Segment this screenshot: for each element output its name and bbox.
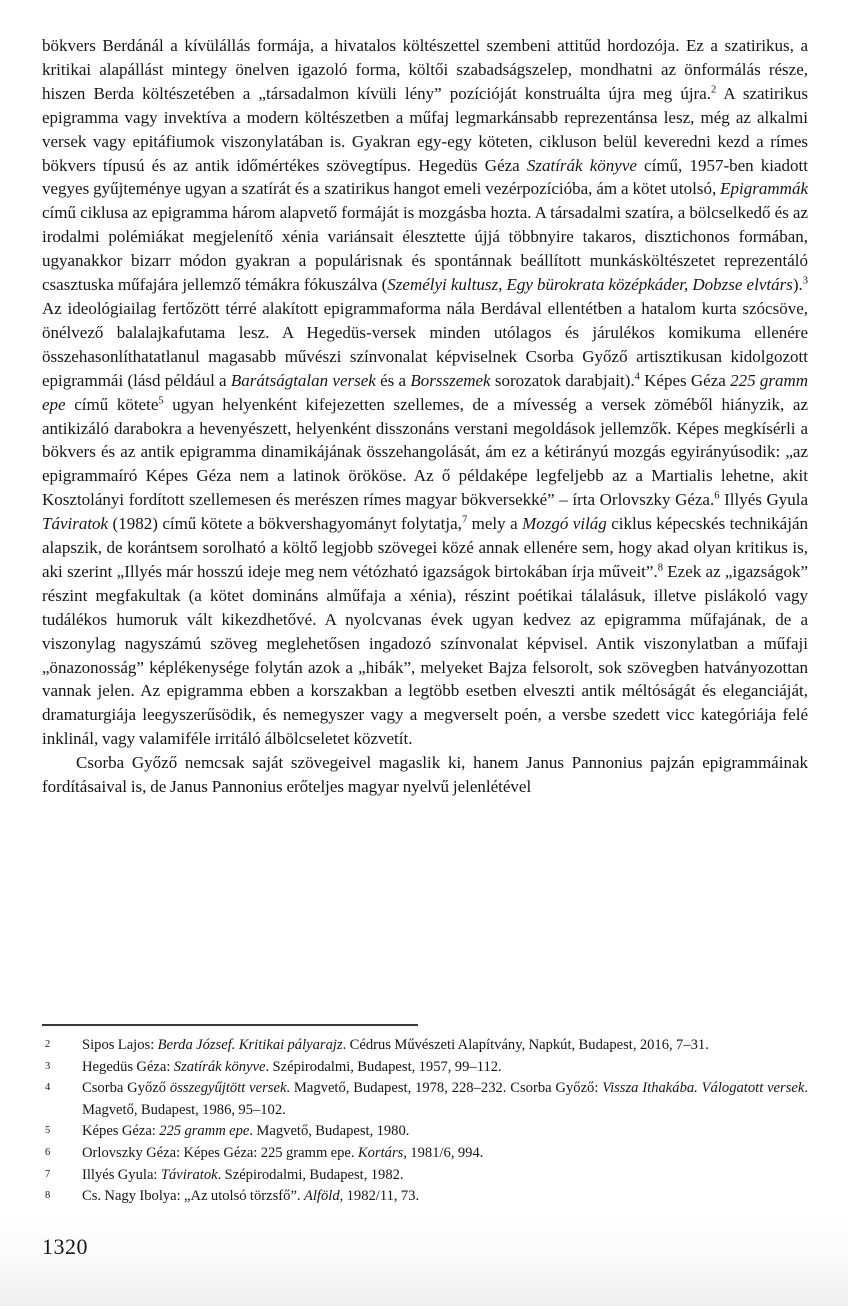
text-run: ciklus képecskés technikáján alapszik, de korántsem sorolható a költő legjobb szövegei közé annak ellenére sem, hogy akad olyan kritikus is, aki szerint „Illyés már hosszú ideje meg nem vétózható igazságok birtokában írja műveit”. [42,514,808,581]
footnote-ref: 8 [657,562,663,574]
italic-text-run: Személyi kultusz, Egy bürokrata középkáder, Dobzse elvtárs [387,275,793,295]
footnote-text [82,1145,483,1161]
italic-text-run: Mozgó világ [522,514,607,534]
footnote-text [82,1059,502,1075]
footnote-separator-rule [42,1024,418,1026]
footnote [42,1035,808,1057]
footnote-text [82,1188,419,1204]
text-run: . Cédrus Művészeti Alapítvány, Napkút, Budapest, 2016, 7–31. [342,1037,709,1053]
footnote-ref: 7 [461,514,468,526]
footnote [42,1186,808,1208]
footnote-marker: 7 [45,1168,51,1180]
page-number: 1320 [42,1234,88,1259]
body-text [42,34,808,799]
text-run: Orlovszky Géza: Képes Géza: 225 gramm epe. [82,1144,358,1161]
text-run: Sipos Lajos: [82,1037,158,1053]
body-paragraph [42,34,808,751]
italic-text-run: Epigrammák [720,179,808,199]
footnote-text [82,1123,409,1139]
text-run: A szatirikus epigramma vagy invektíva a modern költészetben a műfaj legmarkánsabb reprezentánsa lesz, még az alkalmi versek vagy epitáfiumok viszonylatában is. Gyakran egy-egy köteten, cikluson belül keveredni kezd a rímes bökvers típusú és az antik időmértékes szövegtípus. Hegedüs Géza [42,83,808,175]
footnote-text [82,1037,709,1053]
text-run: Képes Géza [639,370,731,390]
body-paragraph [42,751,808,799]
text-run: című, 1957-ben kiadott vegyes gyűjteménye ugyan a szatírát és a szatirikus hangot emeli vezérpozícióba, ám a kötet utolsó, [42,155,808,199]
text-run: című kötete [65,394,159,414]
footnotes-section [42,1024,808,1208]
text-run: ugyan helyenként kifejezetten szellemes, de a mívesség a versek zöméből hiányzik, az antikizáló darabokra a hevenyészett, helyenként disszonáns verstani megoldások jellemzők. Képes megkísérli a bökvers és az antik epigramma dinamikájának összehangolását, ám ez a kétirányú mozgás egyirányúsodik: „az epigrammaíró Képes Géza nem a latinok örököse. Az ő példaképe legfeljebb az a Martialis lehetne, akit Kosztolányi fordított szellemesen és merészen rímes magyar bökversekké” – írta Orlovszky Géza. [42,394,808,510]
text-run: Cs. Nagy Ibolya: „Az utolsó törzsfő”. [82,1188,304,1205]
footnote-ref: 5 [158,394,164,406]
text-run: . Szépirodalmi, Budapest, 1982. [217,1166,404,1183]
text-run: mely a [467,514,523,534]
footnote [42,1078,808,1121]
footnote [42,1143,808,1165]
text-run: . Szépirodalmi, Budapest, 1957, 99–112. [265,1058,502,1075]
footnote-marker: 6 [45,1146,51,1158]
text-run: (1982) című kötete a bökvershagyományt folytatja, [108,514,462,534]
footnote-ref: 4 [634,371,640,383]
footnote-marker: 4 [45,1082,51,1094]
italic-text-run: Berda József. Kritikai pályarajz [157,1037,343,1053]
text-run: Illyés Gyula: [82,1166,161,1183]
italic-text-run: Kortárs [357,1144,404,1161]
footnote [42,1121,808,1143]
italic-text-run: Vissza Ithakába. Válogatott versek [602,1080,805,1097]
italic-text-run: 225 gramm epe [42,370,808,414]
italic-text-run: Barátságtalan versek [230,370,376,390]
text-run: Csorba Győző [82,1080,170,1097]
footnote-marker: 2 [45,1039,51,1050]
text-run: , 1982/11, 73. [339,1188,420,1205]
footnote-ref: 3 [802,275,809,287]
footnote-marker: 8 [45,1190,51,1202]
text-run: Illyés Gyula [719,490,809,510]
text-run: című ciklusa az epigramma három alapvető formáját is mozgásba hozta. A társadalmi szatíra, a bölcselkedő és az irodalmi polémiákat megjelenítő xénia variánsait élesztette újjá többnyire takaros, disztichonos formában, ugyanakkor bizarr módon gyakran a populárisnak és spontánnak beállított munkásköltészetet reprezentáló csasztuska műfajára jellemző témákra fókuszálva ( [42,203,808,295]
italic-text-run: Szatírák könyve [173,1058,266,1075]
text-run: Hegedüs Géza: [82,1058,174,1075]
text-run: . Magvető, Budapest, 1978, 228–232. Csorba Győző: [286,1080,603,1097]
text-run: , 1981/6, 994. [403,1144,484,1161]
footnote-marker: 5 [45,1125,51,1137]
footnote [42,1165,808,1187]
italic-text-run: Szatírák könyve [526,155,637,175]
footnote-ref: 2 [711,84,717,96]
footnote-text [82,1167,404,1183]
footnote-text [82,1080,808,1118]
italic-text-run: Alföld [303,1188,340,1205]
italic-text-run: összegyűjtött versek [169,1080,287,1097]
italic-text-run: Borsszemek [410,370,491,390]
text-run: sorozatok darabjait). [490,370,635,390]
italic-text-run: Táviratok [160,1166,218,1183]
text-run: . Magvető, Budapest, 1980. [249,1123,410,1140]
italic-text-run: Táviratok [42,514,109,534]
text-run: és a [375,370,411,390]
text-run: . Magvető, Budapest, 1986, 95–102. [82,1080,809,1118]
text-run: Az ideológiailag fertőzött térré alakított epigrammaforma nála Berdával ellentétben a hatalom kurta szócsöve, önélvező balalajkafutama lesz. A Hegedüs-versek minden utólagos és járulékos komikuma ellenére összehasonlíthatatlanul magasabb művészi színvonalat képviselnek Csorba Győző artisztikusan kidolgozott epigrammái (lásd például a [42,298,808,390]
footnote [42,1057,808,1079]
text-run: Képes Géza: [82,1123,160,1140]
footnote-marker: 3 [45,1060,51,1072]
text-run: bökvers Berdánál a kívülállás formája, a hivatalos költészettel szembeni attitűd hordozója. Ez a szatirikus, a kritikai alapállást mintegy önelven igazoló forma, költői szabadságszelep, mondhatni az önformálás része, hiszen Berda költészetében a „társadalmon kívüli lény” pozícióját konstruálta újra meg újra. [42,36,808,103]
footnote-ref: 6 [714,490,720,502]
italic-text-run: 225 gramm epe [159,1123,250,1140]
text-run: Ezek az „igazságok” részint megfakultak (a kötet domináns alműfaja a xénia), részint poétikai tálalásuk, illetve pislákoló vagy tudálékos humoruk vált kikezdhetővé. A nyolcvanas évek ugyan kedvez az epigramma műfajának, de a viszonylag nagyszámú szöveg meglehetősen ingadozó színvonalat képvisel. Antik viszonylatban a műfaji „önazonosság” képlékenysége folytán azok a „hibák”, melyeket Bajza felsorolt, sok szövegben hatványozottan vannak jelen. Az epigramma ebben a korszakban a legtöbb esetben elveszti antik méltóságát és eleganciáját, dramaturgiája leegyszerűsödik, és nemegyszer vagy a megverselt poén, a versbe szedett vicc kategóriája felé inklinál, vagy valamiféle irritáló álbölcseletet közvetít. [42,561,809,749]
text-run: ). [792,275,803,295]
text-run: Csorba Győző nemcsak saját szövegeivel magaslik ki, hanem Janus Pannonius pajzán epigrammáinak fordításaival is, de Janus Pannonius erőteljes magyar nyelvű jelenlétével [42,753,808,797]
